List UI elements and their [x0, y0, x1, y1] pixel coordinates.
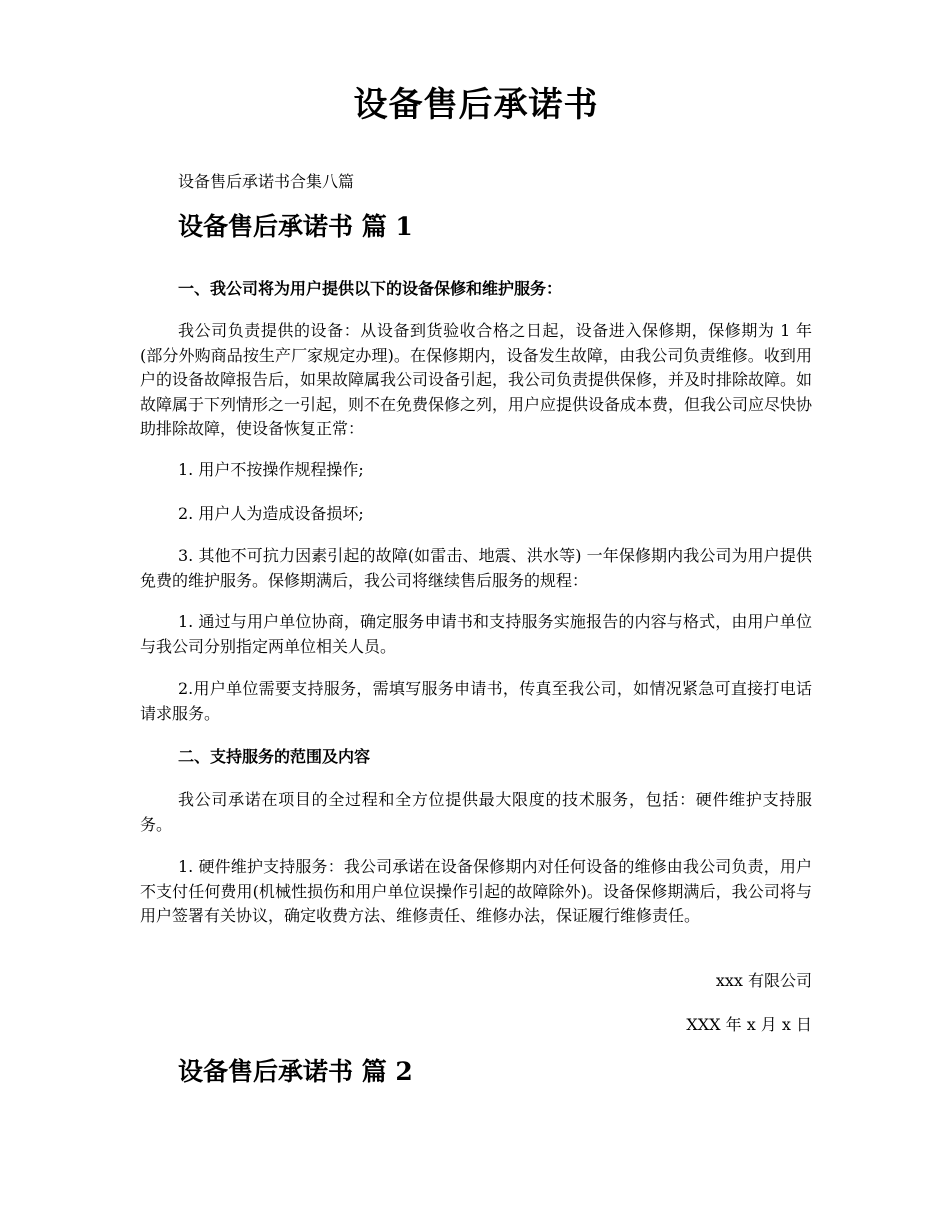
paragraph-warranty-intro: 我公司负责提供的设备：从设备到货验收合格之日起，设备进入保修期，保修期为 1 年(部分外购商品按生产厂家规定办理)。在保修期内，设备发生故障，由我公司负责维修。收到用户的设备故障报告后，如果故障属我公司设备引起，我公司负责提供保修，并及时排除故障。如故障属于下列情形之一引起，则不在免费保修之列，用户应提供设备成本费，但我公司应尽快协助排除故障，使设备恢复正常： — [140, 321, 813, 438]
paragraph-procedure-2: 2.用户单位需要支持服务，需填写服务申请书，传真至我公司，如情况紧急可直接打电话请求服务。 — [140, 679, 812, 723]
signature-date: XXX 年 x 月 x 日 — [686, 1015, 812, 1034]
signature-company: xxx 有限公司 — [715, 971, 812, 990]
paragraph-scope: 我公司承诺在项目的全过程和全方位提供最大限度的技术服务，包括：硬件维护支持服务。 — [140, 790, 812, 834]
paragraph-item-3: 3. 其他不可抗力因素引起的故障(如雷击、地震、洪水等) 一年保修期内我公司为用户提供免费的维护服务。保修期满后，我公司将继续售后服务的规程： — [140, 546, 812, 590]
section-heading-1: 设备售后承诺书 篇 1 — [178, 212, 413, 241]
paragraph-hardware-support: 1. 硬件维护支持服务：我公司承诺在设备保修期内对任何设备的维修由我公司负责，用户不支付任何费用(机械性损伤和用户单位误操作引起的故障除外)。设备保修期满后，我公司将与用户签署有关协议，确定收费方法、维修责任、维修办法，保证履行维修责任。 — [140, 857, 812, 925]
document-subtitle: 设备售后承诺书合集八篇 — [178, 172, 355, 191]
document-title: 设备售后承诺书 — [353, 85, 599, 125]
paragraph-item-2: 2. 用户人为造成设备损坏; — [178, 504, 364, 523]
paragraph-item-1: 1. 用户不按操作规程操作; — [178, 460, 364, 479]
subsection-heading-2: 二、支持服务的范围及内容 — [178, 747, 371, 766]
section-heading-2: 设备售后承诺书 篇 2 — [178, 1057, 413, 1086]
paragraph-procedure-1: 1. 通过与用户单位协商，确定服务申请书和支持服务实施报告的内容与格式，由用户单位与我公司分别指定两单位相关人员。 — [140, 612, 812, 656]
subsection-heading-1: 一、我公司将为用户提供以下的设备保修和维护服务： — [178, 279, 563, 298]
